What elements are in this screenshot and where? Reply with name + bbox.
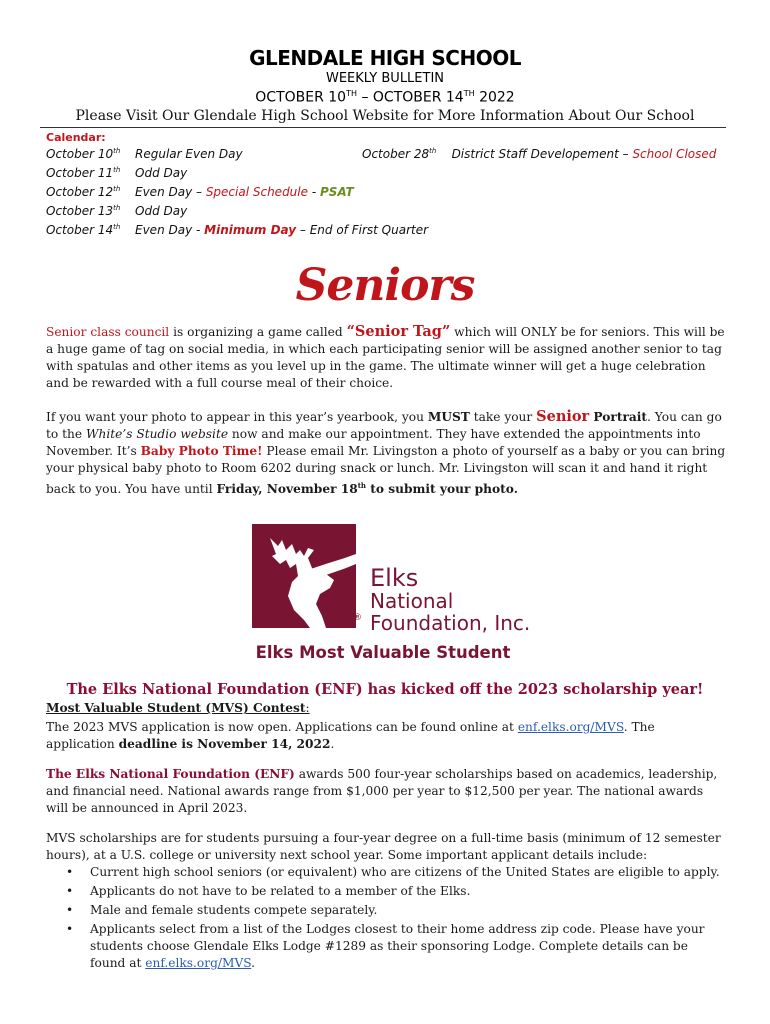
logo-line-2: National [370, 589, 454, 613]
calendar-row-october-28: October 28th District Staff Developement – School Closed [362, 147, 717, 161]
bulletin-page: GLENDALE HIGH SCHOOL WEEKLY BULLETIN OCTOBER 10TH – OCTOBER 14TH 2022 Please Visit Our Glendale High School Website for More Information About Our School Calendar: October 10th Regular Even Day October 11th Odd Day October 12th Even Day – Special Schedule - PSAT October 13th Odd Day October 14th Even Day - Minimum Day – End of First Quarter October 28th District Staff Developement – School Closed Seniors Senior class council is organizing a game called “Senior Tag” which will ONLY be for seniors. This will be a huge game of tag on social media, in which each participating senior will be assigned another senior to tag with spatulas and other items as you level up in the game. The ultimate winner will get a huge celebration and be rewarded with a full course meal of their choice. If you want your photo to appear in this year’s yearbook, you MUST take your Senior Portrait. You can go to the White’s Studio website now and make our appointment. They have extended the appointments into November. It’s Baby Photo Time! Please email Mr. Livingston a photo of yourself as a baby or you can bring your physical baby photo to Room 6202 during snack or lunch. Mr. Livingston will scan it and hand it right back to you. You have until Friday, November 18th to submit your photo. ® Elks National Foundation, Inc. Elks Most Valuable Student The Elks National Foundation (ENF) has kicked off the 2023 scholarship year! Most Valuable Student (MVS) Contest: The 2023 MVS application is now open. Applications can be found online at enf.elks.org/MVS. The application deadline is November 14, 2022. The Elks National Foundation (ENF) awards 500 four-year scholarships based on academics, leadership, and financial need. National awards range from $1,000 per year to $12,500 per year. The national awards will be announced in April 2023. MVS scholarships are for students pursuing a four-year degree on a full-time basis (minimum of 12 semester hours), at a U.S. college or university next school year. Some important applicant details include: • Current high school seniors (or equivalent) who are citizens of the United States are eligible to apply. • Applicants do not have to be related to a member of the Elks. • Male and female students compete separately. • Applicants select from a list of the Lodges closest to their home address zip code. Please have your students choose Glendale Elks Lodge #1289 as their sponsoring Lodge. Complete details can be found at enf.elks.org/MVS. [0, 0, 770, 1024]
applicant-details-list [46, 864, 726, 974]
website-notice: Please Visit Our Glendale High School Website for More Information About Our School [75, 108, 695, 124]
list-item: • Current high school seniors (or equivalent) who are citizens of the United States are eligible to apply. [46, 864, 726, 881]
bulletin-date-range: OCTOBER 10TH – OCTOBER 14TH 2022 [255, 89, 515, 106]
enf-link[interactable]: enf.elks.org/MVS [145, 956, 252, 970]
enf-awards-paragraph: The Elks National Foundation (ENF) awards 500 four-year scholarships based on academics, leadership, and financial need. National awards range from $1,000 per year to $12,500 per year. The national awards will be announced in April 2023. [46, 767, 718, 815]
yearbook-paragraph: If you want your photo to appear in this year’s yearbook, you MUST take your Senior Portrait. You can go to the White’s Studio website now and make our appointment. They have extended the appointments into November. It’s Baby Photo Time! Please email Mr. Livingston a photo of yourself as a baby or you can bring your physical baby photo to Room 6202 during snack or lunch. Mr. Livingston will scan it and hand it right back to you. You have until Friday, November 18th to submit your photo. [46, 408, 726, 497]
mvs-eligibility-paragraph: MVS scholarships are for students pursuing a four-year degree on a full-time basis (minimum of 12 semester hours), at a U.S. college or university next school year. Some important applicant details include: [46, 831, 721, 862]
bulletin-subtitle: WEEKLY BULLETIN [325, 71, 445, 86]
enf-heading: The Elks National Foundation (ENF) has kicked off the 2023 scholarship year! [66, 681, 704, 698]
enf-link[interactable]: enf.elks.org/MVS [517, 720, 624, 734]
header-divider [40, 127, 726, 128]
list-item: • Applicants select from a list of the Lodges closest to their home address zip code. Please have your students choose Glendale Elks Lodge #1289 as their sponsoring Lodge. Complete details can be found at enf.elks.org/MVS. [46, 921, 726, 972]
seniors-heading: Seniors [295, 260, 475, 311]
studio-link: White’s Studio website [85, 427, 229, 441]
registered-mark: ® [353, 613, 362, 623]
logo-line-3: Foundation, Inc. [370, 611, 531, 635]
list-item: • Applicants do not have to be related to a member of the Elks. [46, 883, 726, 900]
logo-line-1: Elks [370, 564, 419, 592]
logo-caption: Elks Most Valuable Student [255, 643, 511, 662]
list-item: • Male and female students compete separately. [46, 902, 726, 919]
elks-logo [252, 524, 531, 664]
senior-tag-paragraph: Senior class council is organizing a game called “Senior Tag” which will ONLY be for seniors. This will be a huge game of tag on social media, in which each participating senior will be assigned another senior to tag with spatulas and other items as you level up in the game. The ultimate winner will get a huge celebration and be rewarded with a full course meal of their choice. [46, 323, 725, 390]
school-title: GLENDALE HIGH SCHOOL [249, 46, 521, 70]
mvs-contest-title: Most Valuable Student (MVS) Contest: [46, 701, 310, 715]
mvs-application-paragraph: The 2023 MVS application is now open. Applications can be found online at enf.elks.org/MVS. The application deadline is November 14, 2022. [46, 720, 655, 751]
calendar-label: Calendar: [46, 131, 106, 144]
